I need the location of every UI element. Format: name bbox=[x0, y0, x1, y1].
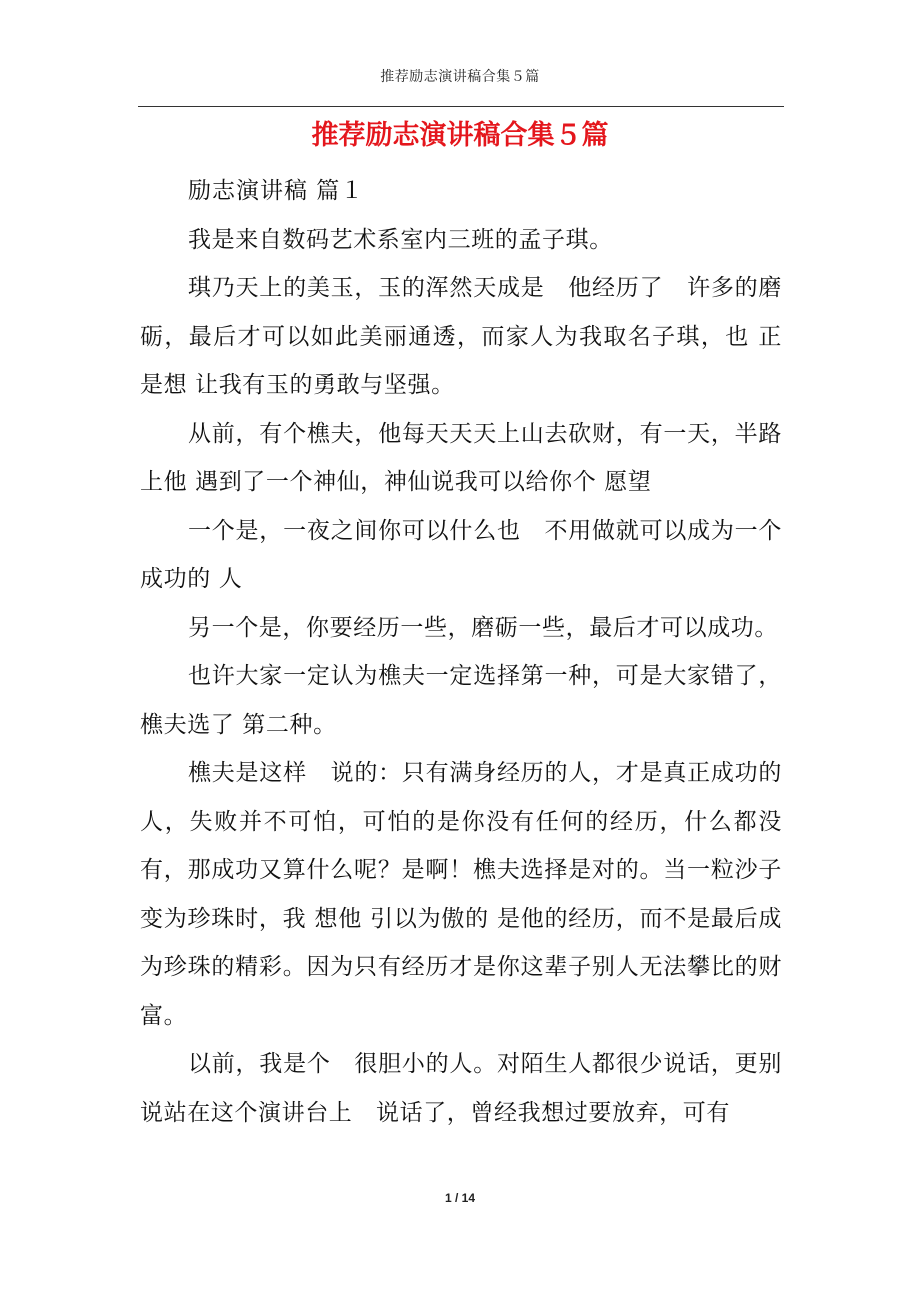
paragraph: 从前，有个樵夫，他每天天天上山去砍财，有一天，半路上他 遇到了一个神仙，神仙说我可以给你个 愿望 bbox=[140, 420, 782, 495]
paragraph: 另一个是，你要经历一些，磨砺一些，最后才可以成功。 bbox=[188, 614, 778, 641]
document-title: 推荐励志演讲稿合集５篇 bbox=[311, 120, 609, 151]
running-header: 推荐励志演讲稿合集５篇 bbox=[380, 69, 540, 85]
section-heading: 励志演讲稿 篇１ bbox=[188, 178, 365, 204]
paragraph: 樵夫是这样 说的：只有满身经历的人，才是真正成功的 人，失败并不可怕，可怕的是你没有任何的经历，什么都没有，那成功又算什么呢？是啊！樵夫选择是对的。当一粒沙子变为珍珠时，我 想他 引以为傲的 是他的经历，而不是最后成为珍珠的精彩。因为只有经历才是你这辈子别人无法攀比的财富。 bbox=[140, 760, 806, 1029]
paragraph: 琪乃天上的美玉，玉的浑然天成是 他经历了 许多的磨砺，最后才可以如此美丽通透，而家人为我取名子琪，也 正是想 让我有玉的勇敢与坚强。 bbox=[140, 275, 782, 398]
paragraph: 一个是，一夜之间你可以什么也 不用做就可以成为一个成功的 人 bbox=[140, 517, 782, 592]
header-divider bbox=[138, 106, 784, 107]
paragraph: 也许大家一定认为樵夫一定选择第一种，可是大家错了，樵夫选了 第二种。 bbox=[140, 663, 782, 738]
paragraph: 我是来自数码艺术系室内三班的孟子琪。 bbox=[188, 226, 613, 253]
page-number: 1 / 14 bbox=[444, 1191, 476, 1205]
paragraph: 以前，我是个 很胆小的人。对陌生人都很少说话，更别说站在这个演讲台上 说话了，曾经我想过要放弃，可有 bbox=[140, 1051, 782, 1126]
document-body bbox=[140, 167, 806, 1137]
